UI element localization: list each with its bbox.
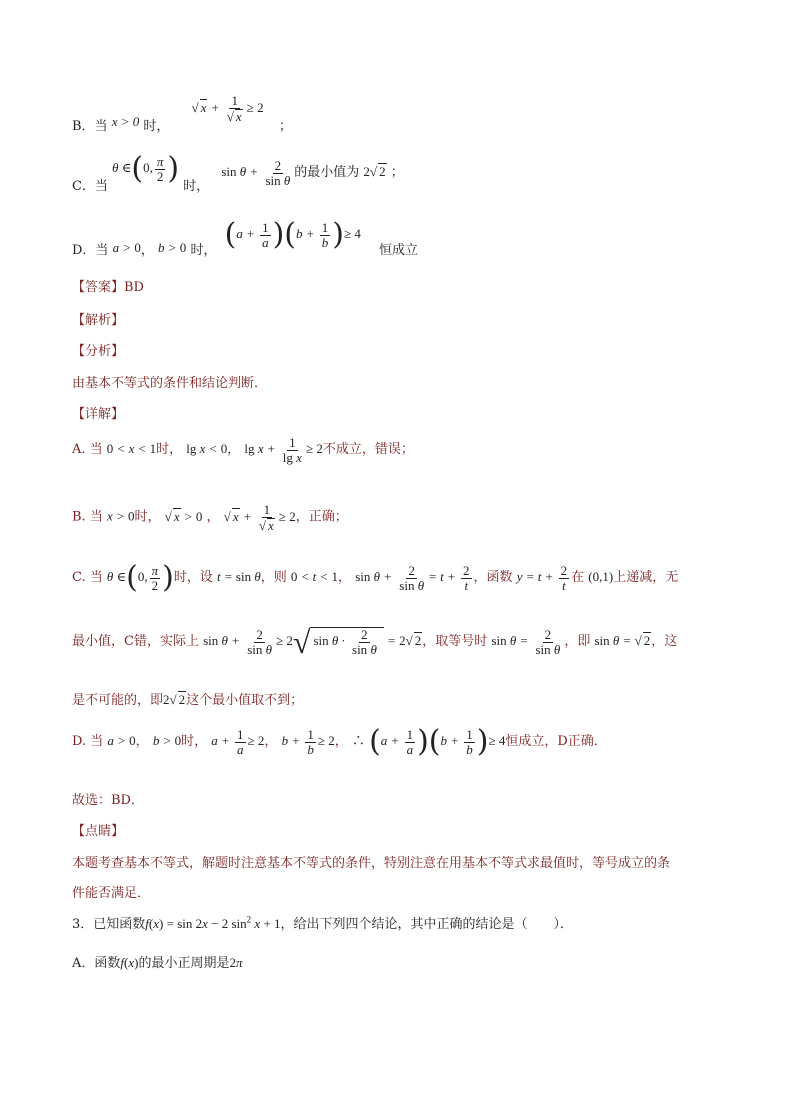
detail-a-cond: 0 < x < 1 xyxy=(106,441,157,457)
detail-c3-value: 2√ 2 xyxy=(163,692,186,707)
detail-a-lg: lg x < 0 xyxy=(186,441,228,457)
detail-c-line3 xyxy=(72,689,303,708)
option-d xyxy=(72,217,419,258)
detail-c2-eq: sin θ = $\frac{2}{\text{sin θ}}$ xyxy=(491,626,561,657)
detail-b-sqrt: √ x > 0 xyxy=(164,508,203,524)
option-c-condition: θ ∈(0, $\frac{\pi}{2}$ ) xyxy=(112,151,180,186)
detail-a-label: A. 当 xyxy=(72,442,103,458)
detail-b-label: B. 当 xyxy=(72,509,103,525)
option-b-shi: 时， xyxy=(143,118,170,134)
detail-c2-t3: ，即 xyxy=(564,633,591,649)
detail-c-cond: θ ∈(0, $\frac{\pi}{2}$ ) xyxy=(106,560,174,595)
fenxi-label: 【分析】 xyxy=(72,344,125,359)
dianjing-line-2: 件能否满足． xyxy=(72,886,151,901)
detail-c2-t4: ，这 xyxy=(651,633,678,649)
option-c-mid: 的最小值为 xyxy=(294,164,360,180)
detail-c2-t1: 最小值，C错，实际上 xyxy=(72,633,199,649)
option-b-end: ； xyxy=(278,118,292,134)
detail-d-cond-a: a > 0 xyxy=(107,732,136,748)
question-3a-period: 2π xyxy=(229,955,243,970)
option-d-cond-a: a > 0 xyxy=(112,239,141,255)
detail-c-t4: ，函数 xyxy=(473,569,513,585)
option-c-end: ； xyxy=(390,164,404,180)
detail-b-shi: 时， xyxy=(134,509,161,525)
detail-c-t2: ，则 xyxy=(260,569,287,585)
question-3-option-a xyxy=(72,952,243,971)
detail-a-shi: 时， xyxy=(156,442,183,458)
option-d-end: 恒成立 xyxy=(379,242,419,258)
detail-b-comma: ， xyxy=(206,509,220,525)
option-d-comma: ， xyxy=(140,242,154,258)
question-3-prefix: 3．已知函数 xyxy=(72,917,146,932)
detail-d-formula: (a + $\frac{1}{a}$ )(b + $\frac{1}{b}$ )≥ 4 xyxy=(369,724,506,759)
detail-b-end: ，正确； xyxy=(295,509,348,525)
detail-c2-t2: ，取等号时 xyxy=(422,633,488,649)
question-3a-func: f(x) xyxy=(120,955,139,970)
detail-c-t5: 在 xyxy=(571,569,585,585)
detail-c3-t1: 是不可能的，即 xyxy=(72,693,164,708)
detail-c-range: 0 < t < 1 xyxy=(290,568,339,584)
analysis-label: 【解析】 xyxy=(72,313,125,328)
detail-d-ineq-a: a + $\frac{1}{a}$ ≥ 2 xyxy=(211,726,265,757)
detail-c-func: y = t + $\frac{2}{t}$ xyxy=(516,562,568,593)
detail-d-comma: ， xyxy=(135,733,149,749)
option-d-formula: (a + $\frac{1}{a}$ )(b + $\frac{1}{b}$ )≥ 4 xyxy=(224,217,361,252)
option-c xyxy=(72,151,404,194)
detail-d-c3: ， xyxy=(334,733,348,749)
detail-c-line2 xyxy=(72,626,677,658)
detail-a-formula: lg x + $\frac{1}{\text{lg x}}$ ≥ 2 xyxy=(244,435,323,465)
option-c-prefix: C．当 xyxy=(72,178,108,194)
detail-d-ineq-b: b + $\frac{1}{b}$ ≥ 2 xyxy=(281,726,335,757)
option-b-formula: √ x + $\frac{1}{√ x}$ ≥ 2 xyxy=(191,93,264,124)
fenxi-text: 由基本不等式的条件和结论判断． xyxy=(72,376,268,391)
option-c-formula: sin θ + $\frac{2}{\text{sin θ}}$ xyxy=(221,157,291,188)
option-b-prefix: B．当 xyxy=(72,118,108,134)
detail-d-end: 恒成立，D正确． xyxy=(505,733,607,749)
detail-c2-ineq: sin θ + $\frac{2}{\text{sin θ}}$ ≥ 2√ sin θ · $\frac{2}{\text{sin θ}}$ = 2√ 2 xyxy=(203,624,422,660)
detail-c-set: t = sin θ xyxy=(217,568,261,584)
detail-c-t3: ， xyxy=(338,569,352,585)
detail-d-therefore: ∴ xyxy=(351,733,365,749)
option-d-shi: 时， xyxy=(190,242,217,258)
question-3 xyxy=(72,913,573,932)
detail-d-c2: ， xyxy=(264,733,278,749)
question-3-suffix: ，给出下列四个结论，其中正确的结论是（ ）． xyxy=(280,917,574,932)
detail-c2-result: sin θ = √ 2 xyxy=(594,632,651,648)
question-3-formula: f(x) = sin 2x − 2 $\sin^2 x + 1$ xyxy=(145,914,281,931)
dianjing-label: 【点睛】 xyxy=(72,824,125,839)
answer-label: 【答案】BD xyxy=(72,280,144,295)
detail-c-label: C. 当 xyxy=(72,569,103,585)
detail-b xyxy=(72,503,348,532)
final-choice: 故选：BD． xyxy=(72,793,144,808)
question-3a-prefix: A．函数 xyxy=(72,956,121,971)
detail-c-t6: 上递减，无 xyxy=(613,569,679,585)
detail-c-interval: (0,1) xyxy=(588,568,614,584)
option-d-cond-b: b > 0 xyxy=(158,239,187,255)
detail-c3-t2: 这个最小值取不到； xyxy=(186,693,304,708)
detail-d xyxy=(72,724,607,759)
detail-c-eq: sin θ + $\frac{2}{\text{sin θ}}$ = t + $\frac{2}{t}$ xyxy=(355,562,470,593)
detail-b-formula: √ x + $\frac{1}{√ x}$ ≥ 2 xyxy=(223,502,296,533)
detail-d-label: D. 当 xyxy=(72,733,104,749)
question-3a-mid: 的最小正周期是 xyxy=(138,956,230,971)
detail-c-t1: 时，设 xyxy=(173,569,213,585)
detail-c xyxy=(72,560,679,595)
option-b xyxy=(72,93,292,134)
detail-a-end: 不成立，错误； xyxy=(322,442,414,458)
detail-a xyxy=(72,436,414,464)
option-c-value: 2√ 2 xyxy=(363,163,386,179)
detail-label: 【详解】 xyxy=(72,407,125,422)
detail-b-cond: x > 0 xyxy=(106,508,135,524)
option-d-prefix: D．当 xyxy=(72,242,109,258)
detail-a-comma: ， xyxy=(227,442,241,458)
option-c-shi: 时， xyxy=(183,178,210,194)
detail-d-shi: 时， xyxy=(181,733,208,749)
detail-d-cond-b: b > 0 xyxy=(152,732,182,748)
option-b-condition: x > 0 xyxy=(111,113,140,129)
dianjing-line-1: 本题考查基本不等式，解题时注意基本不等式的条件，特别注意在用基本不等式求最值时，等号成立的条 xyxy=(72,856,671,871)
